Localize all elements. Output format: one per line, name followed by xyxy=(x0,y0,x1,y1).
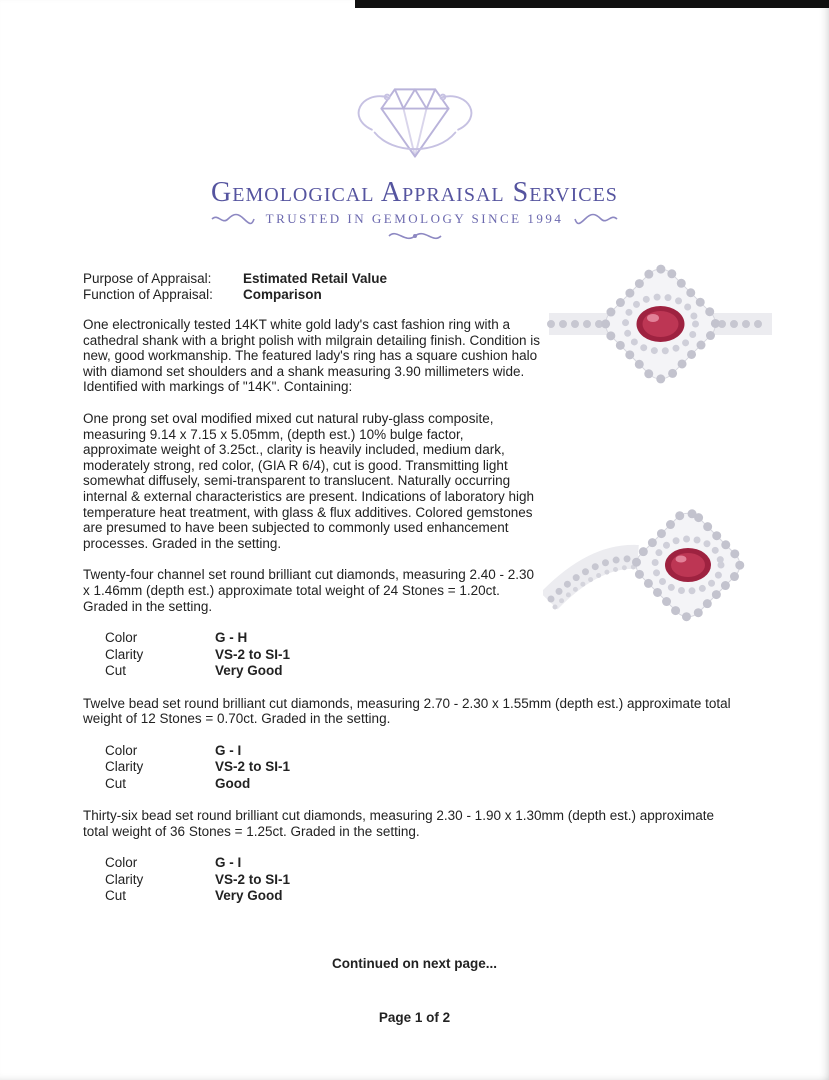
grade-value: G - H xyxy=(215,630,248,646)
grade-label: Color xyxy=(105,630,138,646)
grade-row xyxy=(105,663,737,680)
brand-title: Gemological Appraisal Services xyxy=(211,177,618,208)
grade-value: VS-2 to SI-1 xyxy=(215,759,291,775)
diamond-logo-icon xyxy=(340,74,490,170)
grade-row xyxy=(105,743,737,760)
flourish-right-icon xyxy=(573,212,619,226)
grade-row xyxy=(105,888,737,905)
grade-label: Clarity xyxy=(105,646,144,662)
grade-table-3 xyxy=(105,855,737,905)
grade-value: G - I xyxy=(215,742,242,758)
ruby-description-paragraph: One prong set oval modified mixed cut natural ruby-glass composite, measuring 9.14 x 7.15 x 5.05mm, (depth est.) 10% bulge factor, approximate weight of 3.25ct., clarity is heavily included, medium dark, moderately strong, red color, (GIA R 6/4), cut is good. Transmitting light somewhat diffusely, semi-transparent to translucent. Naturally occurring internal & external characteristics are present. Indications of laboratory high temperature heat treatment, with glass & flux additives. Colored gemstones are presumed to have been subjected to commonly used enhancement processes. Graded in the setting. xyxy=(83,410,534,551)
ring-top-view-image xyxy=(543,246,778,406)
grade-row xyxy=(105,872,737,889)
purpose-label: Purpose of Appraisal: xyxy=(83,271,212,286)
page-number: Page 1 of 2 xyxy=(378,1010,451,1025)
grade-label: Cut xyxy=(105,888,127,904)
grade-value: Good xyxy=(215,775,251,791)
flourish-left-icon xyxy=(210,212,256,226)
function-label: Function of Appraisal: xyxy=(83,287,213,302)
channel-diamonds-paragraph: Twenty-four channel set round brilliant cut diamonds, measuring 2.40 - 2.30 x 1.46mm (depth est.) approximate total weight of 24 Stones = 1.20ct. Graded in the setting. xyxy=(83,567,534,614)
function-value: Comparison xyxy=(243,287,322,302)
grade-label: Cut xyxy=(105,663,127,679)
ring-photos xyxy=(543,246,781,658)
ring-photo-2 xyxy=(543,483,781,658)
ring-photo-1 xyxy=(543,246,781,411)
grade-row xyxy=(105,759,737,776)
bead-diamonds-paragraph-2: Thirty-six bead set round brilliant cut diamonds, measuring 2.30 - 1.90 x 1.30mm (depth est.) approximate total weight of 36 Stones = 1.25ct. Graded in the setting. xyxy=(83,808,715,839)
grade-value: Very Good xyxy=(215,663,283,679)
grade-value: G - I xyxy=(215,855,242,871)
grade-label: Cut xyxy=(105,775,127,791)
ring-angled-view-image xyxy=(543,483,778,653)
grade-row xyxy=(105,776,737,793)
grade-value: VS-2 to SI-1 xyxy=(215,646,291,662)
grade-label: Color xyxy=(105,742,138,758)
grade-label: Color xyxy=(105,855,138,871)
grade-value: VS-2 to SI-1 xyxy=(215,871,291,887)
grade-table-2 xyxy=(105,743,737,793)
grade-label: Clarity xyxy=(105,871,144,887)
grade-label: Clarity xyxy=(105,759,144,775)
logo-header xyxy=(0,0,829,249)
bead-diamonds-paragraph-1: Twelve bead set round brilliant cut diamonds, measuring 2.70 - 2.30 x 1.55mm (depth est.) approximate total weight of 12 Stones = 0.70ct. Graded in the setting. xyxy=(83,695,731,727)
purpose-value: Estimated Retail Value xyxy=(243,271,388,286)
grade-value: Very Good xyxy=(215,888,283,904)
continued-note: Continued on next page... xyxy=(332,956,497,971)
ring-description-paragraph: One electronically tested 14KT white gold lady's cast fashion ring with a cathedral shank with a bright polish with milgrain detailing finish. Condition is new, good workmanship. The featured lady's ring has a square cushion halo with diamond set shoulders and a shank measuring 3.90 millimeters wide. Identified with markings of "14K". Containing: xyxy=(83,317,540,395)
grade-row xyxy=(105,855,737,872)
scan-artifact-strip xyxy=(355,0,829,8)
flourish-center-icon xyxy=(385,228,445,244)
brand-tagline: TRUSTED IN GEMOLOGY SINCE 1994 xyxy=(265,211,564,226)
